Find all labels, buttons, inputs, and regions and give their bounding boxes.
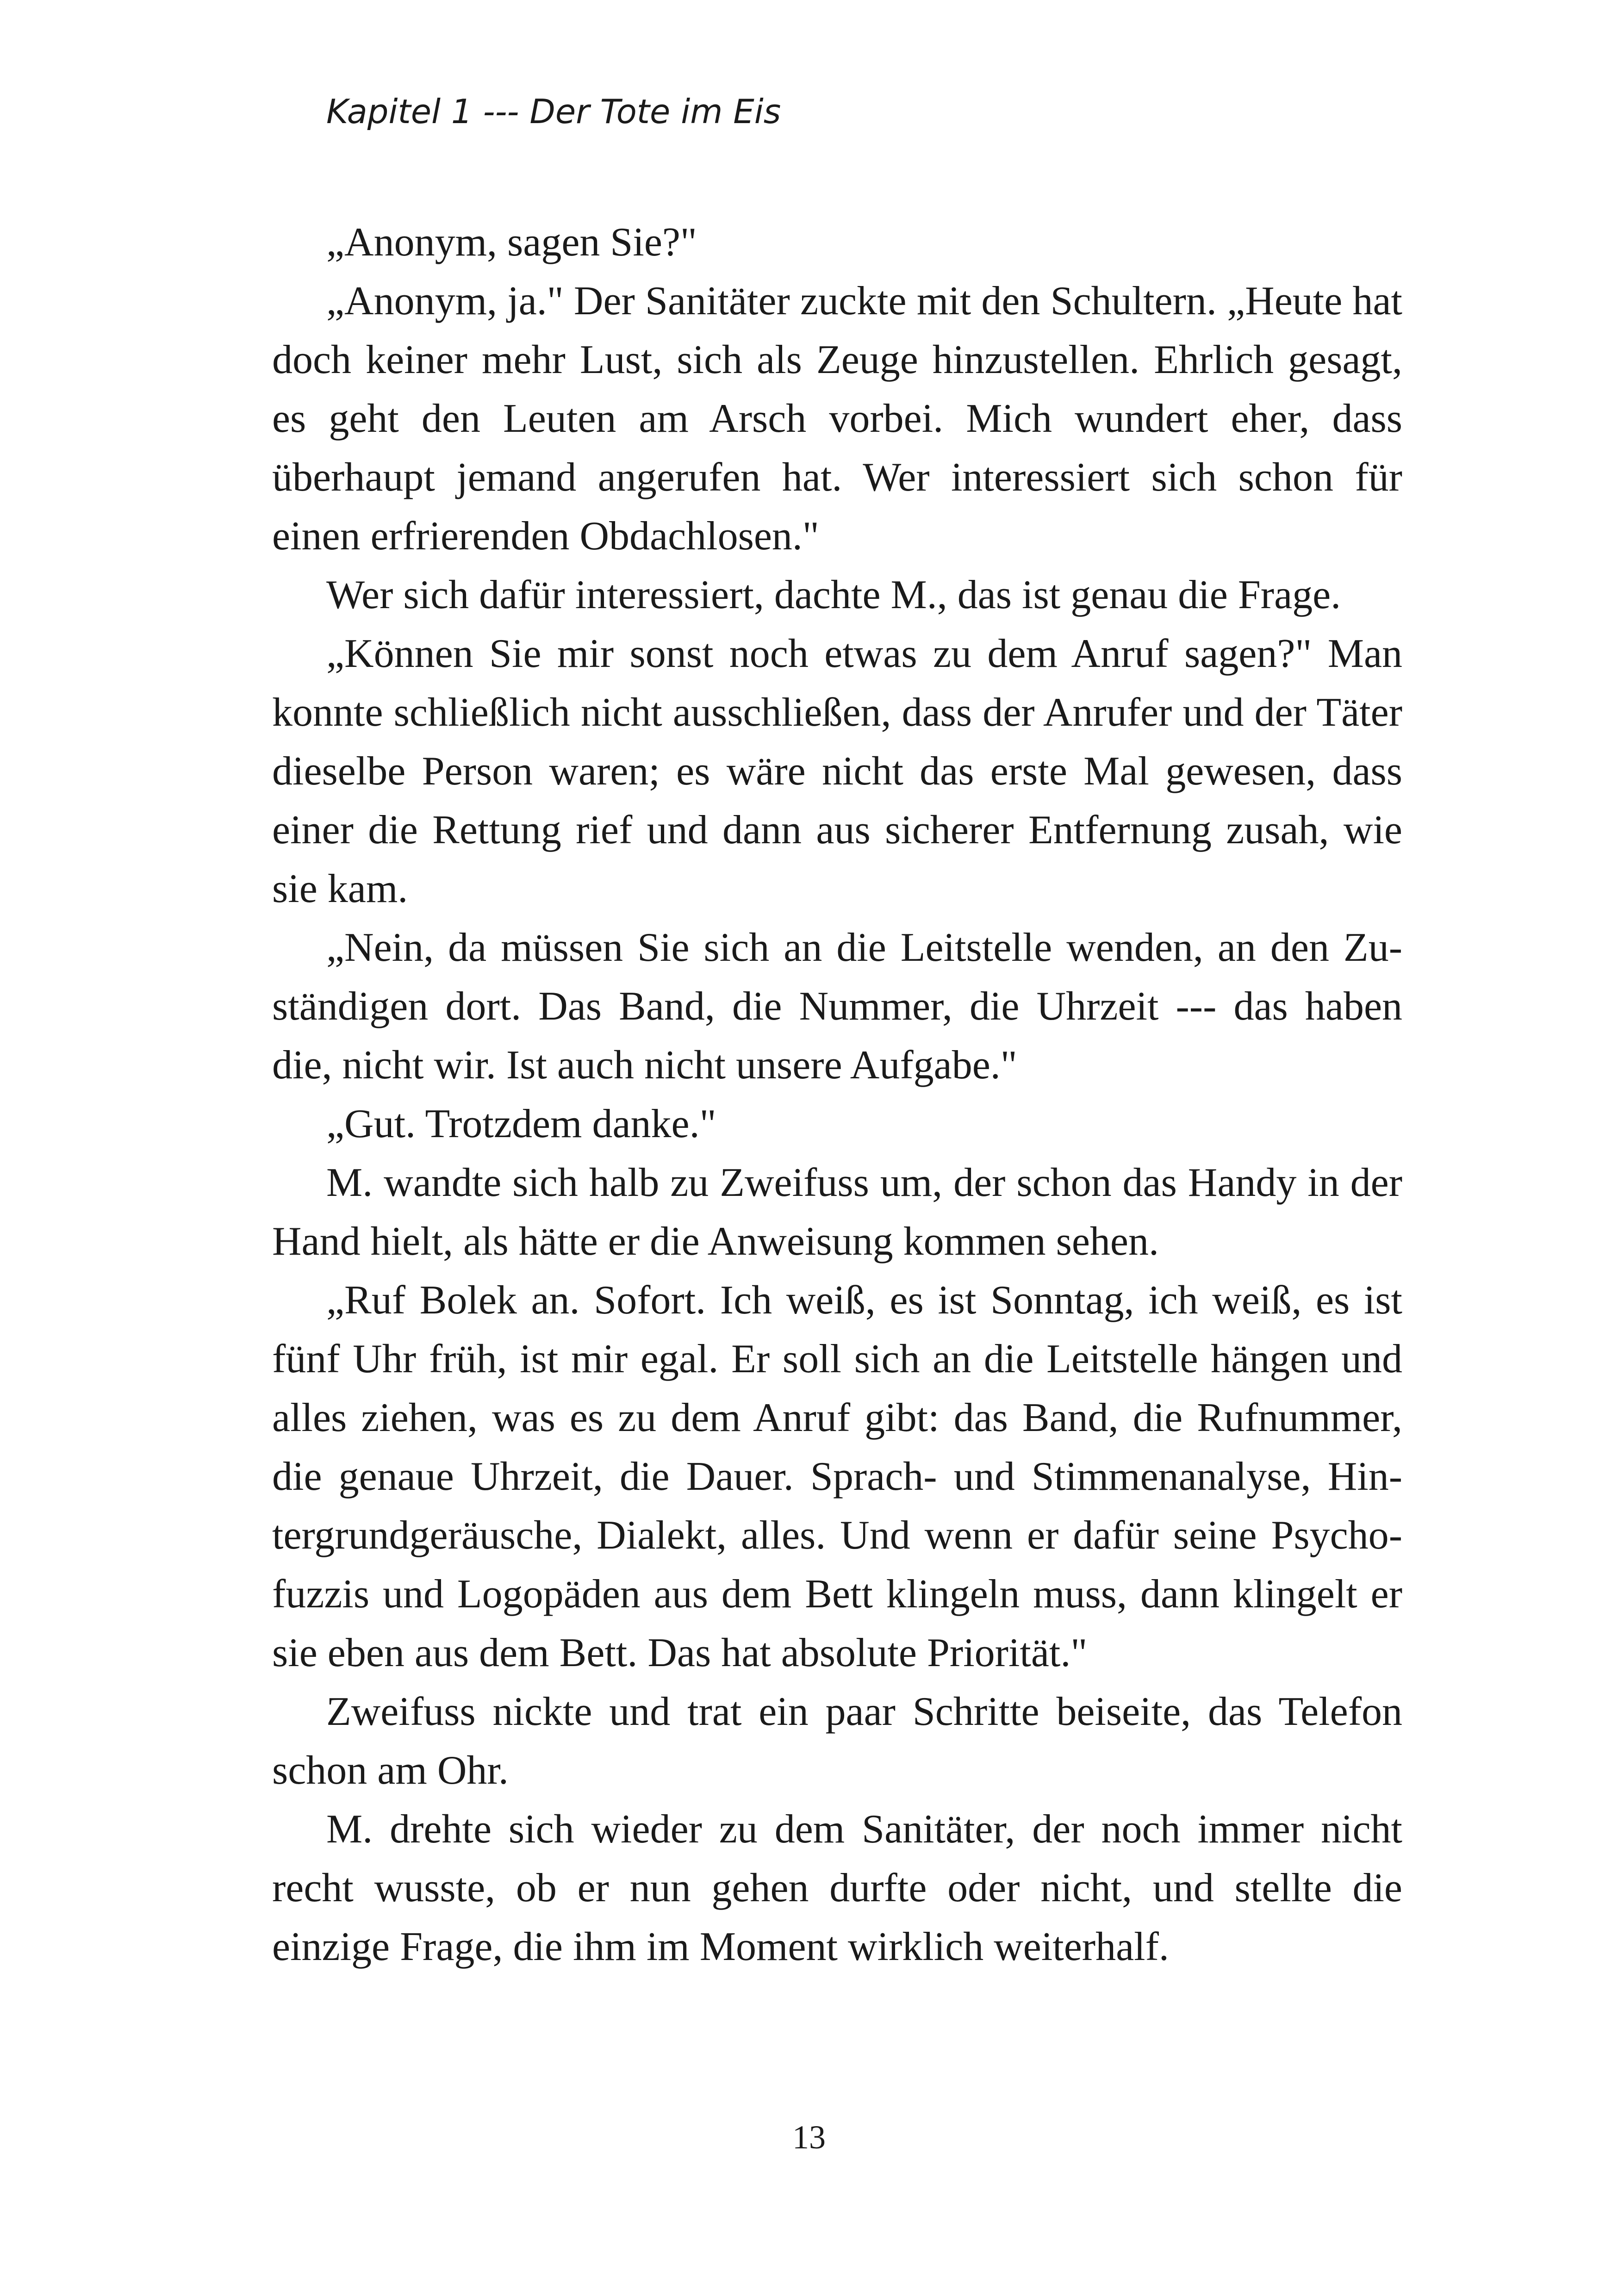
paragraph: M. wandte sich halb zu Zweifuss um, der schon das Handy in der Hand hielt, als hätte er die Anweisung kommen sehen. xyxy=(272,1160,1402,1264)
paragraph: „Anonym, sagen Sie?" xyxy=(326,220,697,265)
chapter-header: Kapitel 1 --- Der Tote im Eis xyxy=(326,92,781,131)
paragraph: „Können Sie mir sonst noch etwas zu dem Anruf sagen?" Man konnte schließlich nicht ausschließen, dass der Anrufer und der Täter dieselbe Person waren; es wäre nicht das erste Mal gewesen, dass einer die Rettung rief und dann aus sicherer Entfernung zusah, wie sie kam. xyxy=(272,631,1402,911)
page-body xyxy=(272,213,1402,1976)
paragraph: „Ruf Bolek an. Sofort. Ich weiß, es ist Sonntag, ich weiß, es ist fünf Uhr früh, ist mir egal. Er soll sich an die Leitstelle hängen und alles ziehen, was es zu dem Anruf gibt: das Band, die Rufnummer, die genaue Uhrzeit, die Dauer. Sprach- und Stimmenanalyse, Hintergrundgeräusche, Dialekt, alles. Und wenn er dafür seine Psychofuzzis und Logopäden aus dem Bett klingeln muss, dann klingelt er sie eben aus dem Bett. Das hat absolute Priorität." xyxy=(272,1278,1402,1675)
paragraph: „Anonym, ja." Der Sanitäter zuckte mit den Schultern. „Heute hat doch keiner mehr Lust, sich als Zeuge hinzustellen. Ehrlich gesagt, es geht den Leuten am Arsch vorbei. Mich wundert eher, dass überhaupt jemand angerufen hat. Wer interessiert sich schon für einen erfrierenden Obdachlosen." xyxy=(272,279,1402,559)
page-number: 13 xyxy=(792,2119,826,2156)
paragraph: M. drehte sich wieder zu dem Sanitäter, der noch immer nicht recht wusste, ob er nun gehen durfte oder nicht, und stellte die einzige Frage, die ihm im Moment wirklich weiterhalf. xyxy=(272,1807,1402,1969)
paragraph: Zweifuss nickte und trat ein paar Schritte beiseite, das Telefon schon am Ohr. xyxy=(272,1689,1402,1793)
paragraph: Wer sich dafür interessiert, dachte M., das ist genau die Frage. xyxy=(326,572,1341,617)
paragraph: „Gut. Trotzdem danke." xyxy=(326,1101,716,1146)
paragraph: „Nein, da müssen Sie sich an die Leitstelle wenden, an den Zuständigen dort. Das Band, die Nummer, die Uhrzeit --- das haben die, nicht wir. Ist auch nicht unsere Aufgabe." xyxy=(272,925,1402,1088)
